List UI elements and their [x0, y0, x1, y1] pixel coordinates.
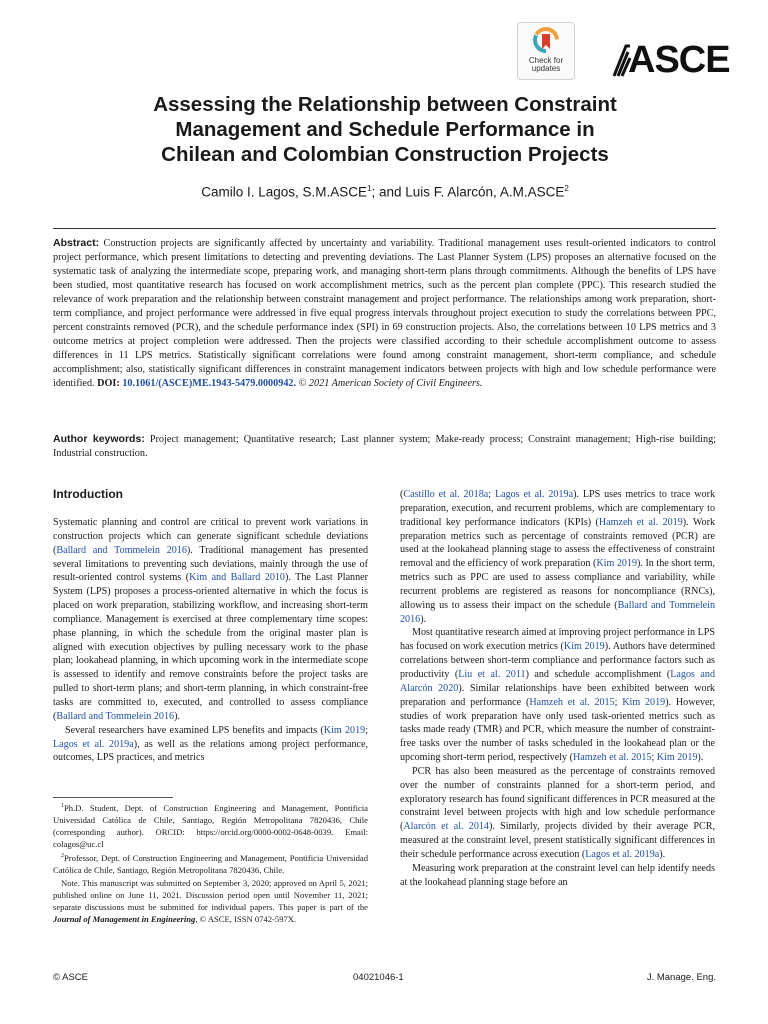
keywords-text: Project management; Quantitative research; Last planner system; Make-ready process; Constraint management; High-rise building; Industrial construction.: [53, 434, 716, 459]
abstract: [53, 236, 716, 391]
check-label-2: updates: [531, 64, 561, 73]
check-label-1: Check for: [528, 56, 564, 65]
footnote-rule: [53, 797, 173, 798]
text: Most quantitative research aimed at improving project performance in LPS has focused on work execution metrics (: [400, 627, 715, 653]
keywords-label: Author keywords:: [53, 433, 145, 445]
footnote-marker: 2: [61, 853, 64, 860]
text: ) and schedule accomplishment (: [525, 668, 671, 680]
text: Systematic planning and control are critical to prevent work variations in construction projects which can generate significant schedule deviations (: [53, 517, 368, 556]
text: ). However, studies of work preparation have only used task-oriented metrics such as tasks made ready (TMR) and PCR, which measure the number of constraint-free tasks over the number of tasks scheduled in the lookahead plan or the upcoming short-term period, respectively (: [400, 696, 715, 764]
doi-link[interactable]: 10.1061/(ASCE)ME.1943-5479.0000942.: [122, 378, 297, 389]
citation-link[interactable]: Alarcón et al. 2014: [403, 821, 489, 833]
text: , © ASCE, ISSN 0742-597X.: [195, 913, 297, 924]
text: ;: [651, 752, 657, 764]
text: ;: [365, 724, 368, 736]
text: ;: [488, 489, 495, 500]
author-keywords: [53, 432, 716, 461]
bookmark-ring-icon: [533, 27, 559, 57]
footnote-2: [53, 851, 368, 877]
paragraph: [53, 724, 368, 766]
citation-link[interactable]: Hamzeh et al. 2019: [598, 516, 683, 528]
citation-link[interactable]: Ballard and Tommelein 2016: [56, 710, 175, 722]
citation-link[interactable]: Castillo et al. 2018a: [403, 489, 489, 500]
citation-link[interactable]: Kim 2019: [323, 724, 366, 736]
abstract-label: Abstract:: [53, 237, 100, 249]
author-2-affil: 2: [564, 184, 569, 193]
paragraph: [400, 862, 715, 890]
citation-link[interactable]: Ballard and Tommelein 2016: [400, 599, 715, 625]
paper-title: [60, 92, 710, 167]
asce-logo: [612, 39, 730, 84]
text: PCR has also been measured as the percentage of constraints removed over the number of constraints planned for a short-term period, and exploratory research has found significant differences in PCR measured at the constraint level between projects with high and low schedule performance (: [400, 765, 715, 833]
citation-link[interactable]: Kim 2019: [622, 696, 666, 708]
abstract-top-rule: [53, 228, 716, 229]
text: ). Similarly, projects divided by their average PCR, measured at the constraint level, present statistically significant differences in their schedule performance across execution (: [400, 821, 715, 860]
citation-link[interactable]: Ballard and Tommelein 2016: [56, 544, 187, 556]
text: ;: [614, 696, 623, 708]
abstract-text: Construction projects are significantly affected by uncertainty and variability. Traditional management uses result-oriented indicators to control project performance, which present limitations to detecting and preventing deviations. The Last Planner System (LPS) proposes an alternative focused on the systematic task of analyzing the intermediate scope, preparing work, and managing short-term plans through commitments. Although the benefits of LPS have been studied, most quantitative research has focused on work accomplishment metrics, such as the percent plan complete (PPC). This research studied the relevance of work preparation and the relationship between constraint management and project performance. The relationships among work preparation, short-term compliance, and project performance were addressed in five equal progress intervals throughout project execution to study the correlations between PPC, percent constraints removed (PCR), and the schedule performance index (SPI) in 69 construction projects. Also, the correlations between 10 LPS metrics and 3 outcome metrics at project completion were addressed. Then the projects were classified according to their schedule accomplishment outcome to assess differences in 11 LPS metrics. Statistically significant correlations were found among constraint management, short-term compliance, and schedule accomplishment; also, statistically significant differences in constraint management indicators between projects with high and low schedule performance were identified.: [53, 238, 716, 389]
citation-link[interactable]: Hamzeh et al. 2015: [572, 752, 652, 764]
text: Ph.D. Student, Dept. of Construction Engineering and Management, Pontificia Universidad Católica de Chile, Santiago, Región Metropolitana 7820436, Chile (corresponding author). ORCID: https://orcid.org/0000-0002-0648-0039. Email: colagos@uc.cl: [53, 802, 368, 849]
text: ). The Last Planner System (LPS) proposes a process-oriented alternative in which the focus is placed on work preparation, stabilizing workflow, and increasing short-term compliance. Management is exercised at three complementary time scopes: phase planning, in which the schedule from the original master plan is aligned with execution objectives by pulling necessary work to the phase plan; lookahead planning, in which upcoming work in the intermediate scope is assessed to identify and remove constraints before the project tasks are pulled to short-term plans; and short-term planning, in which constraint-free tasks are committed to, executed, and controlled to assess compliance (: [53, 572, 368, 722]
text: Measuring work preparation at the constraint level can help identify needs at the lookahead planning stage before an: [400, 862, 715, 888]
footnotes: [53, 801, 368, 927]
paragraph: [53, 516, 368, 724]
text: (: [400, 489, 404, 500]
check-for-updates-badge[interactable]: [517, 22, 575, 80]
doi-label: DOI:: [97, 378, 120, 389]
citation-link[interactable]: Kim 2019: [596, 558, 638, 570]
text: ).: [420, 613, 427, 625]
text: ). Traditional management has presented several limitations to preventing such deviations, mainly through the use of result-oriented control systems (: [53, 544, 369, 584]
citation-link[interactable]: Lagos et al. 2019a: [494, 489, 574, 500]
title-line: Management and Schedule Performance in: [175, 118, 595, 141]
paragraph: [400, 488, 715, 626]
author-list: [60, 184, 710, 200]
footer-journal: J. Manage. Eng.: [646, 972, 716, 983]
paragraph: [400, 626, 715, 764]
footer-article-number: 04021046-1: [353, 972, 404, 983]
title-line: Assessing the Relationship between Constraint: [153, 93, 617, 116]
citation-link[interactable]: Hamzeh et al. 2015: [529, 696, 615, 708]
abstract-copyright: © 2021 American Society of Civil Engineers.: [296, 378, 483, 389]
citation-link[interactable]: Liu et al. 2011: [458, 668, 526, 680]
citation-link[interactable]: Kim 2019: [563, 641, 605, 653]
author-separator: ; and Luis F. Alarcón, A.M.ASCE: [371, 184, 565, 200]
author-1-affil: 1: [367, 184, 372, 193]
footnote-note: [53, 878, 368, 926]
citation-link[interactable]: Kim and Ballard 2010: [189, 572, 285, 584]
journal-name: Journal of Management in Engineering: [53, 913, 196, 924]
text: ).: [659, 848, 666, 860]
citation-link[interactable]: Lagos and Alarcón 2020: [400, 668, 715, 694]
paragraph: [400, 765, 715, 862]
text: Note. This manuscript was submitted on September 3, 2020; approved on April 5, 2021; published online on June 11, 2021. Discussion period open until November 11, 2021; separate discussions must be submitted for individual papers. This paper is part of the: [53, 878, 368, 912]
text: Several researchers have examined LPS benefits and impacts (: [65, 724, 324, 736]
text: ). LPS uses metrics to trace work preparation, execution, and recurrent problems, which are complementary to traditional key performance indicators (KPIs) (: [400, 489, 716, 528]
text: ). Authors have determined correlations between short-term compliance and performance factors such as productivity (: [400, 641, 715, 680]
title-line: Chilean and Colombian Construction Projects: [161, 143, 609, 166]
footer-copyright: © ASCE: [53, 972, 88, 983]
author-1: Camilo I. Lagos, S.M.ASCE: [201, 184, 368, 200]
footnote-1: [53, 801, 368, 850]
text: ). In the short term, metrics such as PPC are used to assess compliance and variability, while recurrent problems are registered as reasons for noncompliance (RNCs), allowing us to assess their impact on the schedule (: [400, 558, 715, 611]
text: ). Work preparation metrics such as percentage of constraints removed (PCR) are used at the lookahead planning stage to assess the effectiveness of constraint removal and the efficiency of work preparation (: [400, 516, 715, 570]
footnote-marker: 1: [61, 803, 64, 809]
text: ), as well as the relations among project performance, outcomes, LPS practices, and metrics: [53, 738, 368, 764]
page-footer: [53, 972, 716, 986]
left-column: [53, 486, 368, 765]
text: ).: [174, 710, 180, 722]
citation-link[interactable]: Lagos et al. 2019a: [53, 738, 134, 750]
section-heading-introduction: Introduction: [53, 487, 123, 501]
citation-link[interactable]: Lagos et al. 2019a: [585, 848, 660, 860]
text: Professor, Dept. of Construction Engineering and Management, Pontificia Universidad Católica de Chile, Santiago, Región Metropolitana 7820436, Chile.: [53, 853, 368, 876]
citation-link[interactable]: Kim 2019: [656, 752, 698, 764]
right-column: [400, 488, 715, 889]
asce-logo-text: ASCE: [628, 39, 730, 81]
text: ).: [697, 752, 704, 764]
text: ). Similar relationships have been exhibited between work preparation and performance (: [400, 682, 715, 708]
